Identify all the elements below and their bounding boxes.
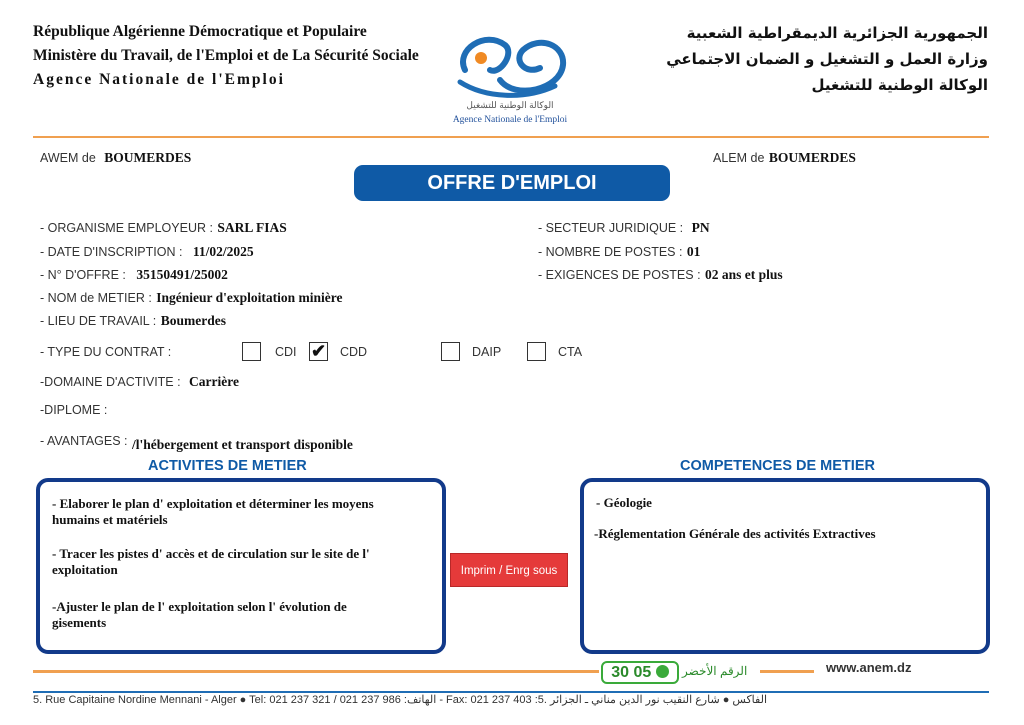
secteur-value: PN [691, 220, 710, 235]
field-date [40, 243, 254, 261]
exigences-value: 02 ans et plus [705, 267, 783, 282]
date-label: - DATE D'INSCRIPTION : [40, 245, 183, 259]
header-ar-line1: الجمهورية الجزائرية الديمقراطية الشعبية [686, 24, 988, 42]
diplome-label: -DIPLOME : [40, 403, 108, 417]
checkbox-daip[interactable] [441, 342, 460, 361]
activite-item-2 [52, 546, 437, 578]
activites-title: ACTIVITES DE METIER [148, 458, 307, 474]
activite-item-1 [52, 496, 437, 528]
field-domaine [40, 373, 239, 391]
competences-title: COMPETENCES DE METIER [680, 458, 875, 474]
footer-orange-rule [33, 670, 599, 673]
footer-orange-rule-2 [760, 670, 814, 673]
green-number-label: الرقم الأخضر [682, 664, 748, 678]
lieu-value: Boumerdes [160, 313, 226, 328]
awem-row [40, 149, 191, 167]
activite-item-1-line1: - Elaborer le plan d' exploitation et déterminer les moyens [52, 496, 374, 511]
competence-item-2: -Réglementation Générale des activités Extractives [594, 526, 876, 541]
checkbox-cta[interactable] [527, 342, 546, 361]
alem-row [713, 149, 856, 167]
checkbox-cta-label: CTA [558, 345, 583, 359]
contrat-label: - TYPE DU CONTRAT : [40, 345, 172, 359]
checkbox-cdi-label: CDI [275, 345, 297, 359]
field-lieu [40, 312, 226, 330]
website-link[interactable]: www.anem.dz [826, 660, 912, 675]
checkbox-cdd-label: CDD [340, 345, 368, 359]
domaine-label: -DOMAINE D'ACTIVITE : [40, 375, 181, 389]
header-divider [33, 136, 989, 138]
activite-item-1-line2: humains et matériels [52, 512, 168, 527]
footer-address: 5. Rue Capitaine Nordine Mennani - Alger ● Tel: 021 237 321 / 021 237 986 :الهاتف - Fax: 021 237 403 :الفاكس ● شارع النقيب نور الدين مناني ـ الجزائر .5 [33, 694, 768, 706]
green-number: 30 05 [611, 664, 652, 681]
checkbox-cdi[interactable] [242, 342, 261, 361]
postes-label: - NOMBRE DE POSTES : [538, 245, 683, 259]
activite-item-3 [52, 599, 437, 631]
checkbox-cdd[interactable] [309, 342, 328, 361]
metier-label: - NOM de METIER : [40, 291, 152, 305]
header-french-block [33, 20, 419, 92]
field-metier [40, 289, 343, 307]
field-exigences [538, 266, 783, 284]
competence-item-1: - Géologie [596, 495, 652, 510]
page-title: OFFRE D'EMPLOI [354, 165, 670, 201]
print-save-button[interactable]: Imprim / Enrg sous [450, 553, 568, 587]
anem-logo [445, 20, 575, 130]
green-number-badge [601, 661, 679, 684]
check-mark-icon: ✔ [310, 341, 327, 361]
field-secteur [538, 219, 710, 237]
alem-value: BOUMERDES [768, 150, 856, 165]
activite-item-3-line2: gisements [52, 615, 107, 630]
offre-label: - N° D'OFFRE : [40, 268, 126, 282]
offre-value: 35150491/25002 [136, 267, 228, 282]
header-fr-line2: Ministère du Travail, de l'Emploi et de La Sécurité Sociale [33, 47, 419, 64]
postes-value: 01 [686, 244, 701, 259]
awem-label: AWEM de [40, 151, 96, 165]
field-postes [538, 243, 700, 261]
avantages-label: - AVANTAGES : [40, 434, 128, 448]
avantages-value: /l'hébergement et transport disponible [131, 437, 353, 452]
metier-value: Ingénieur d'exploitation minière [156, 290, 343, 305]
field-offre [40, 266, 228, 284]
header-ar-line2: وزارة العمل و التشغيل و الضمان الاجتماعي [666, 50, 988, 68]
checkbox-daip-label: DAIP [472, 345, 502, 359]
exigences-label: - EXIGENCES DE POSTES : [538, 268, 701, 282]
logo-french-caption: Agence Nationale de l'Emploi [452, 115, 568, 125]
logo-arabic-caption: الوكالة الوطنية للتشغيل [466, 100, 554, 110]
field-organisme [40, 219, 287, 237]
date-value: 11/02/2025 [192, 244, 254, 259]
activite-item-2-line1: - Tracer les pistes d' accès et de circulation sur le site de l' [52, 546, 370, 561]
anem-logo-icon [445, 20, 575, 110]
organisme-value: SARL FIAS [217, 220, 287, 235]
header-fr-line1: République Algérienne Démocratique et Populaire [33, 23, 367, 40]
activite-item-2-line2: exploitation [52, 562, 118, 577]
domaine-value: Carrière [189, 374, 240, 389]
secteur-label: - SECTEUR JURIDIQUE : [538, 221, 684, 235]
phone-icon [656, 665, 669, 678]
activite-item-3-line1: -Ajuster le plan de l' exploitation selon l' évolution de [52, 599, 347, 614]
header-fr-line3: Agence Nationale de l'Emploi [33, 71, 285, 88]
header-arabic-block [598, 20, 988, 98]
competences-panel [580, 478, 990, 654]
alem-label: ALEM de [713, 151, 765, 165]
awem-value: BOUMERDES [104, 150, 192, 165]
header-ar-line3: الوكالة الوطنية للتشغيل [811, 76, 988, 94]
activites-panel [36, 478, 446, 654]
field-avantages [40, 432, 353, 450]
lieu-label: - LIEU DE TRAVAIL : [40, 314, 157, 328]
organisme-label: - ORGANISME EMPLOYEUR : [40, 221, 213, 235]
